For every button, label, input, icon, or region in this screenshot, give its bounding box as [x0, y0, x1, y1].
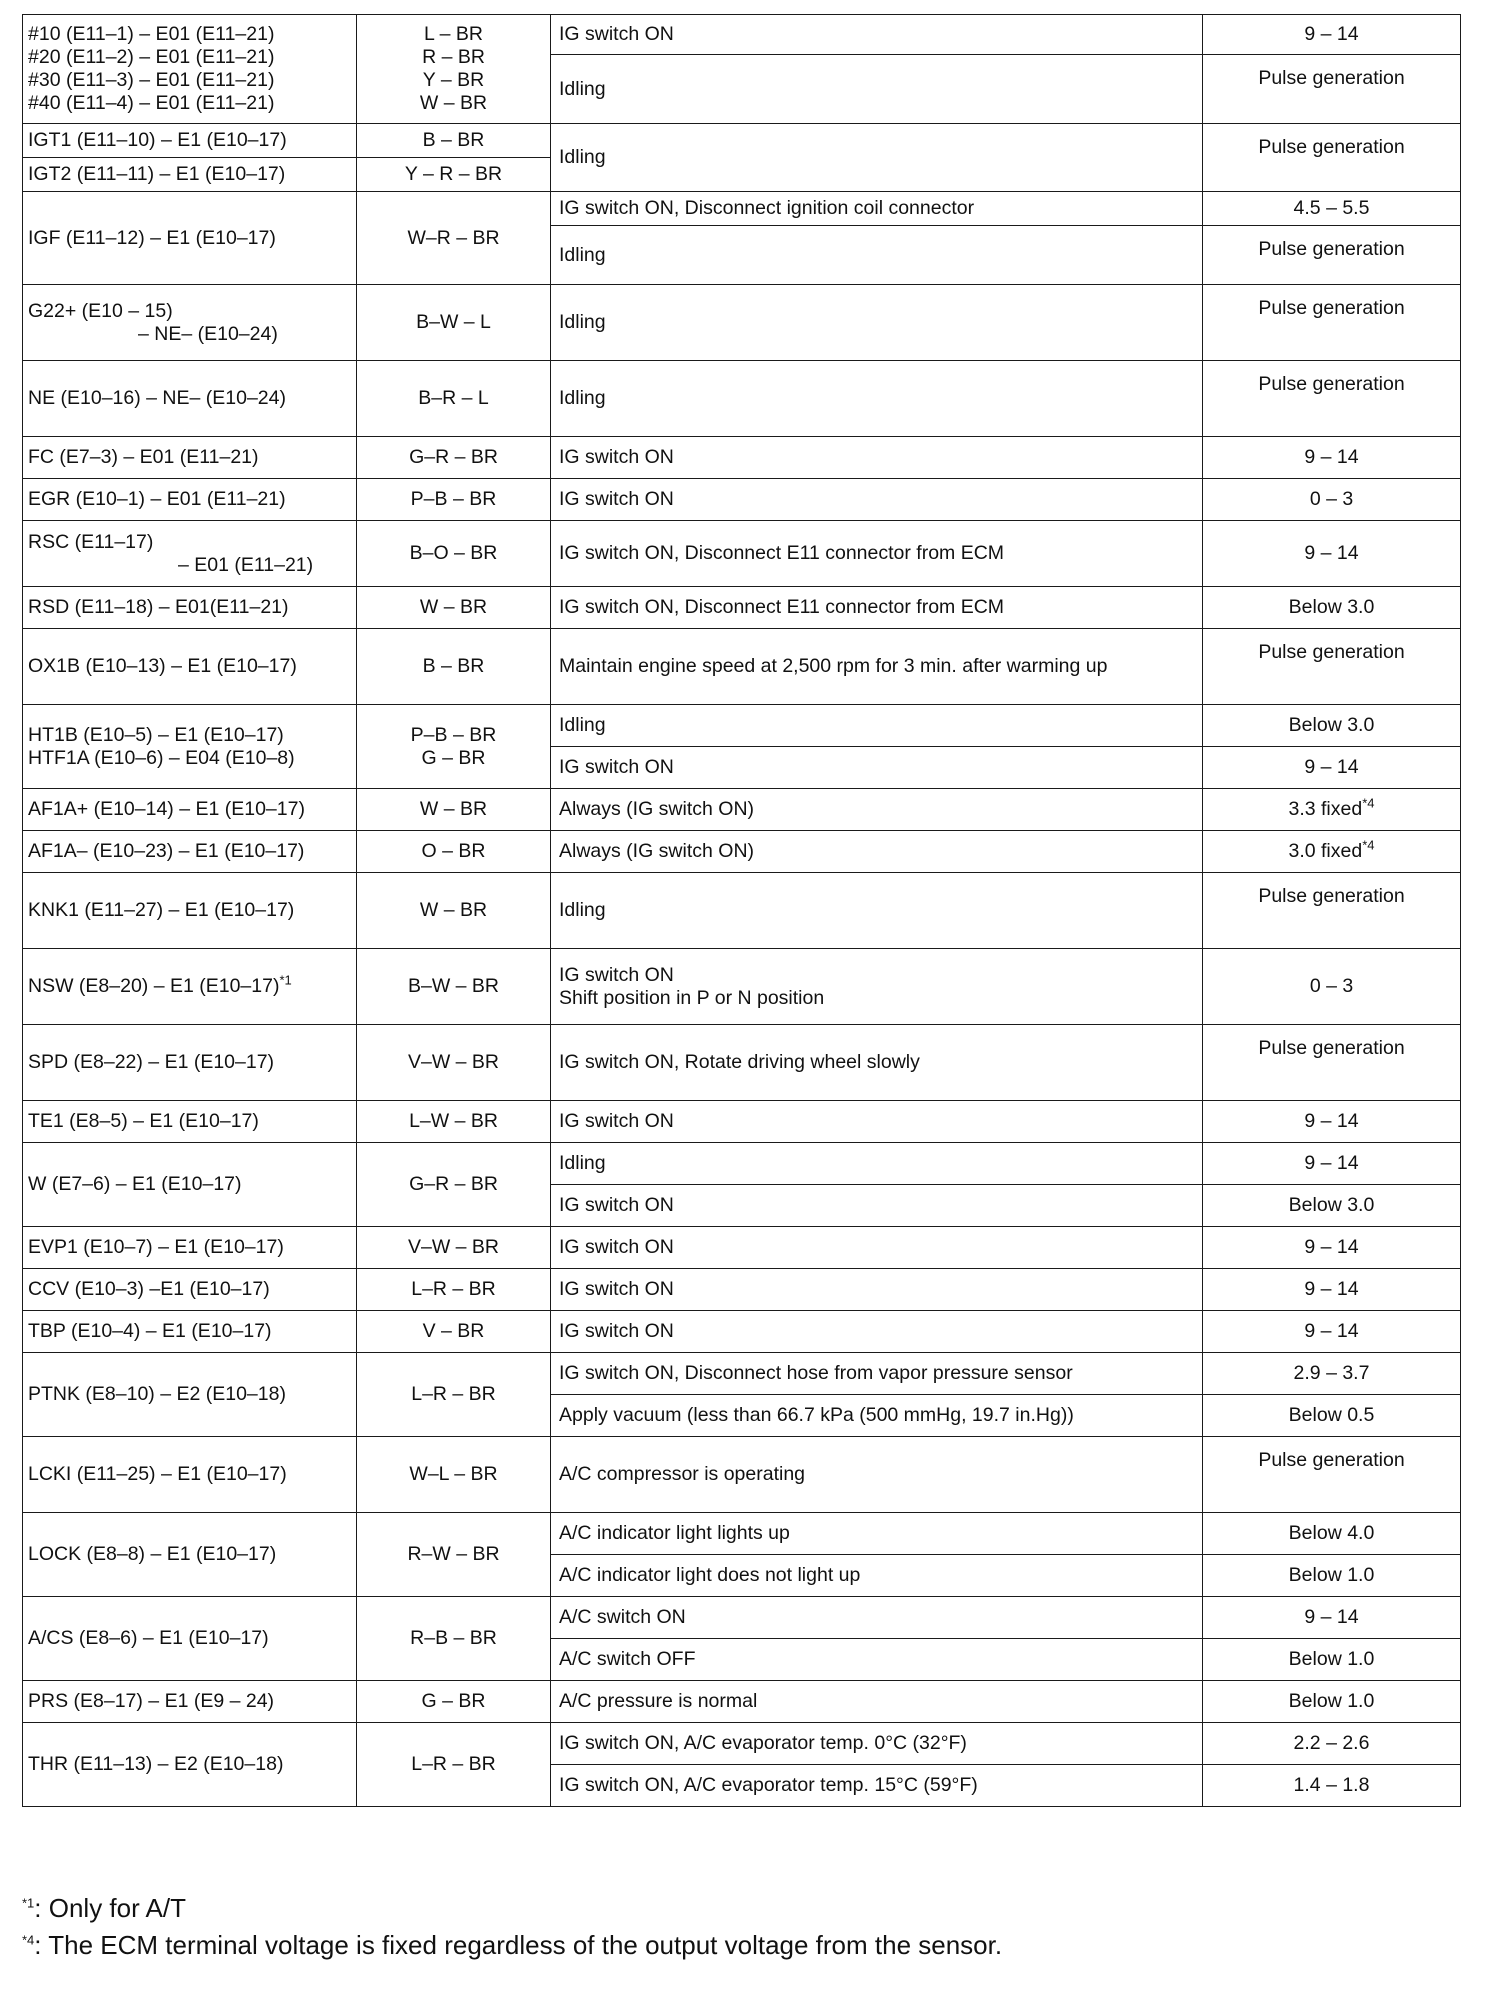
footnotes	[22, 1890, 1462, 1964]
wiring-color-cell: W – BR	[357, 587, 551, 629]
terminal-cell: EVP1 (E10–7) – E1 (E10–17)	[23, 1227, 357, 1269]
specified-condition-cell: Below 4.0	[1203, 1513, 1461, 1555]
condition-cell: IG switch ON, A/C evaporator temp. 15°C (59°F)	[551, 1765, 1203, 1807]
table-row	[23, 1269, 1461, 1311]
table-row	[23, 192, 1461, 226]
table-row	[23, 479, 1461, 521]
footnote-ref: *4	[1362, 795, 1375, 811]
terminal-cell: AF1A+ (E10–14) – E1 (E10–17)	[23, 789, 357, 831]
table-row	[23, 949, 1461, 1025]
condition-cell: Idling	[551, 285, 1203, 361]
condition-cell: IG switch ON	[551, 479, 1203, 521]
table-row	[23, 1227, 1461, 1269]
table-row	[23, 831, 1461, 873]
specified-condition-cell: 0 – 3	[1203, 479, 1461, 521]
table-row	[23, 587, 1461, 629]
terminal-cell: HT1B (E10–5) – E1 (E10–17) HTF1A (E10–6) – E04 (E10–8)	[23, 705, 357, 789]
specified-condition-cell: Pulse generation	[1203, 285, 1461, 361]
wiring-color-cell: B–W – BR	[357, 949, 551, 1025]
condition-cell: Idling	[551, 873, 1203, 949]
specified-condition-cell: Pulse generation	[1203, 1437, 1461, 1513]
table-row	[23, 629, 1461, 705]
condition-cell: Maintain engine speed at 2,500 rpm for 3 min. after warming up	[551, 629, 1203, 705]
terminal-cell: PRS (E8–17) – E1 (E9 – 24)	[23, 1681, 357, 1723]
specified-condition-cell: Pulse generation	[1203, 873, 1461, 949]
table-row	[23, 15, 1461, 55]
condition-cell: A/C switch OFF	[551, 1639, 1203, 1681]
condition-cell: Idling	[551, 55, 1203, 124]
specified-condition-cell: Pulse generation	[1203, 55, 1461, 124]
wiring-color-cell: W – BR	[357, 873, 551, 949]
footnote-mark: *4	[22, 1932, 35, 1948]
condition-cell: IG switch ON	[551, 1311, 1203, 1353]
specified-condition-cell: Pulse generation	[1203, 1025, 1461, 1101]
condition-cell: A/C indicator light does not light up	[551, 1555, 1203, 1597]
ecm-terminal-table	[22, 14, 1461, 1807]
terminal-cell: CCV (E10–3) –E1 (E10–17)	[23, 1269, 357, 1311]
specified-condition-cell: Below 3.0	[1203, 1185, 1461, 1227]
terminal-cell: IGF (E11–12) – E1 (E10–17)	[23, 192, 357, 285]
terminal-cell: G22+ (E10 – 15) – NE– (E10–24)	[23, 285, 357, 361]
wiring-color-cell: G–R – BR	[357, 1143, 551, 1227]
table-row	[23, 1437, 1461, 1513]
terminal-cell: KNK1 (E11–27) – E1 (E10–17)	[23, 873, 357, 949]
condition-cell: IG switch ON, Disconnect E11 connector from ECM	[551, 587, 1203, 629]
condition-cell: Idling	[551, 361, 1203, 437]
table-row	[23, 521, 1461, 587]
footnote: $^{*4}$: The ECM terminal voltage is fixed regardless of the output voltage from the sensor.	[22, 1929, 1003, 1960]
specified-condition-cell: Below 1.0	[1203, 1681, 1461, 1723]
wiring-color-cell: B – BR	[357, 124, 551, 158]
specified-condition-cell: Pulse generation	[1203, 361, 1461, 437]
terminal-cell: IGT1 (E11–10) – E1 (E10–17)	[23, 124, 357, 158]
table-row	[23, 789, 1461, 831]
table-row	[23, 1513, 1461, 1555]
table-row	[23, 1025, 1461, 1101]
condition-cell: Always (IG switch ON)	[551, 789, 1203, 831]
table-row	[23, 705, 1461, 747]
wiring-color-cell: L – BR R – BR Y – BR W – BR	[357, 15, 551, 124]
specified-condition-cell: 9 – 14	[1203, 1269, 1461, 1311]
terminal-cell: IGT2 (E11–11) – E1 (E10–17)	[23, 158, 357, 192]
condition-cell: IG switch ON, Disconnect hose from vapor pressure sensor	[551, 1353, 1203, 1395]
condition-cell: Idling	[551, 124, 1203, 192]
condition-cell: IG switch ON	[551, 437, 1203, 479]
wiring-color-cell: O – BR	[357, 831, 551, 873]
terminal-cell: NSW (E8–20) – E1 $(E10-17)^{*1}$	[23, 949, 357, 1025]
wiring-color-cell: W–R – BR	[357, 192, 551, 285]
condition-cell: IG switch ON, Disconnect ignition coil connector	[551, 192, 1203, 226]
specified-condition-cell: 1.4 – 1.8	[1203, 1765, 1461, 1807]
table-row	[23, 285, 1461, 361]
footnote-ref: *1	[279, 972, 292, 988]
condition-cell: A/C compressor is operating	[551, 1437, 1203, 1513]
terminal-cell: TE1 (E8–5) – E1 (E10–17)	[23, 1101, 357, 1143]
condition-cell: IG switch ON	[551, 1101, 1203, 1143]
terminal-cell: NE (E10–16) – NE– (E10–24)	[23, 361, 357, 437]
specified-condition-cell: 9 – 14	[1203, 15, 1461, 55]
specified-condition-cell: Pulse generation	[1203, 226, 1461, 285]
footnote-mark: *1	[22, 1895, 35, 1911]
specified-condition-cell: Below 3.0	[1203, 705, 1461, 747]
terminal-cell: LOCK (E8–8) – E1 (E10–17)	[23, 1513, 357, 1597]
condition-cell: A/C pressure is normal	[551, 1681, 1203, 1723]
specified-condition-cell: 9 – 14	[1203, 1311, 1461, 1353]
condition-cell: IG switch ON	[551, 1227, 1203, 1269]
specified-condition-cell: 9 – 14	[1203, 1101, 1461, 1143]
wiring-color-cell: V–W – BR	[357, 1025, 551, 1101]
table-row	[23, 124, 1461, 158]
specified-condition-cell: Below 3.0	[1203, 587, 1461, 629]
terminal-cell: RSD (E11–18) – E01(E11–21)	[23, 587, 357, 629]
specified-condition-cell: Pulse generation	[1203, 124, 1461, 192]
footnote: $^{*1}$: Only for A/T	[22, 1893, 187, 1923]
specified-condition-cell: 9 – 14	[1203, 1227, 1461, 1269]
condition-cell: IG switch ON Shift position in P or N position	[551, 949, 1203, 1025]
terminal-cell: W (E7–6) – E1 (E10–17)	[23, 1143, 357, 1227]
specified-condition-cell: 4.5 – 5.5	[1203, 192, 1461, 226]
specified-condition-cell: Below 0.5	[1203, 1395, 1461, 1437]
wiring-color-cell: B – BR	[357, 629, 551, 705]
wiring-color-cell: G–R – BR	[357, 437, 551, 479]
wiring-color-cell: G – BR	[357, 1681, 551, 1723]
wiring-color-cell: V – BR	[357, 1311, 551, 1353]
footnote-ref: *4	[1362, 837, 1375, 853]
wiring-color-cell: R–B – BR	[357, 1597, 551, 1681]
wiring-color-cell: Y – R – BR	[357, 158, 551, 192]
condition-cell: Apply vacuum (less than 66.7 kPa (500 mmHg, 19.7 in.Hg))	[551, 1395, 1203, 1437]
specified-condition-cell: Below 1.0	[1203, 1555, 1461, 1597]
condition-cell: IG switch ON, Disconnect E11 connector from ECM	[551, 521, 1203, 587]
table-row	[23, 1597, 1461, 1639]
condition-cell: IG switch ON, Rotate driving wheel slowly	[551, 1025, 1203, 1101]
terminal-cell: #10 (E11–1) – E01 (E11–21) #20 (E11–2) – E01 (E11–21) #30 (E11–3) – E01 (E11–21) #40 (E11–4) – E01 (E11–21)	[23, 15, 357, 124]
condition-cell: Idling	[551, 1143, 1203, 1185]
condition-cell: Always (IG switch ON)	[551, 831, 1203, 873]
wiring-color-cell: R–W – BR	[357, 1513, 551, 1597]
terminal-cell: EGR (E10–1) – E01 (E11–21)	[23, 479, 357, 521]
wiring-color-cell: L–R – BR	[357, 1269, 551, 1311]
wiring-color-cell: B–O – BR	[357, 521, 551, 587]
table-row	[23, 1681, 1461, 1723]
table-row	[23, 1723, 1461, 1765]
table-row	[23, 1311, 1461, 1353]
specified-condition-cell: 9 – 14	[1203, 521, 1461, 587]
terminal-cell: LCKI (E11–25) – E1 (E10–17)	[23, 1437, 357, 1513]
specified-condition-cell: 2.9 – 3.7	[1203, 1353, 1461, 1395]
specified-condition-cell: 0 – 3	[1203, 949, 1461, 1025]
terminal-cell: THR (E11–13) – E2 (E10–18)	[23, 1723, 357, 1807]
condition-cell: Idling	[551, 226, 1203, 285]
terminal-cell: TBP (E10–4) – E1 (E10–17)	[23, 1311, 357, 1353]
specified-condition-cell: 9 – 14	[1203, 437, 1461, 479]
specified-condition-cell: 9 – 14	[1203, 1597, 1461, 1639]
specified-condition-cell: 9 – 14	[1203, 1143, 1461, 1185]
specified-condition-cell: 3.0 fixed$^{*4}$	[1203, 831, 1461, 873]
condition-cell: Idling	[551, 705, 1203, 747]
wiring-color-cell: W – BR	[357, 789, 551, 831]
terminal-cell: OX1B (E10–13) – E1 (E10–17)	[23, 629, 357, 705]
table-row	[23, 361, 1461, 437]
terminal-cell: A/CS (E8–6) – E1 (E10–17)	[23, 1597, 357, 1681]
condition-cell: A/C indicator light lights up	[551, 1513, 1203, 1555]
terminal-cell: RSC (E11–17) – E01 (E11–21)	[23, 521, 357, 587]
table-row	[23, 1353, 1461, 1395]
wiring-color-cell: L–W – BR	[357, 1101, 551, 1143]
wiring-color-cell: W–L – BR	[357, 1437, 551, 1513]
table-row	[23, 437, 1461, 479]
table-row	[23, 873, 1461, 949]
wiring-color-cell: B–R – L	[357, 361, 551, 437]
wiring-color-cell: L–R – BR	[357, 1723, 551, 1807]
specified-condition-cell: 2.2 – 2.6	[1203, 1723, 1461, 1765]
terminal-cell: SPD (E8–22) – E1 (E10–17)	[23, 1025, 357, 1101]
condition-cell: IG switch ON	[551, 1269, 1203, 1311]
specified-condition-cell: 9 – 14	[1203, 747, 1461, 789]
specified-condition-cell: Pulse generation	[1203, 629, 1461, 705]
condition-cell: IG switch ON	[551, 747, 1203, 789]
terminal-cell: FC (E7–3) – E01 (E11–21)	[23, 437, 357, 479]
wiring-color-cell: V–W – BR	[357, 1227, 551, 1269]
terminal-cell: AF1A– (E10–23) – E1 (E10–17)	[23, 831, 357, 873]
wiring-color-cell: P–B – BR G – BR	[357, 705, 551, 789]
specified-condition-cell: Below 1.0	[1203, 1639, 1461, 1681]
table-row	[23, 1143, 1461, 1185]
condition-cell: IG switch ON	[551, 1185, 1203, 1227]
condition-cell: A/C switch ON	[551, 1597, 1203, 1639]
wiring-color-cell: B–W – L	[357, 285, 551, 361]
condition-cell: IG switch ON	[551, 15, 1203, 55]
specified-condition-cell: 3.3 fixed$^{*4}$	[1203, 789, 1461, 831]
terminal-cell: PTNK (E8–10) – E2 (E10–18)	[23, 1353, 357, 1437]
table-row	[23, 1101, 1461, 1143]
wiring-color-cell: L–R – BR	[357, 1353, 551, 1437]
condition-cell: IG switch ON, A/C evaporator temp. 0°C (32°F)	[551, 1723, 1203, 1765]
wiring-color-cell: P–B – BR	[357, 479, 551, 521]
